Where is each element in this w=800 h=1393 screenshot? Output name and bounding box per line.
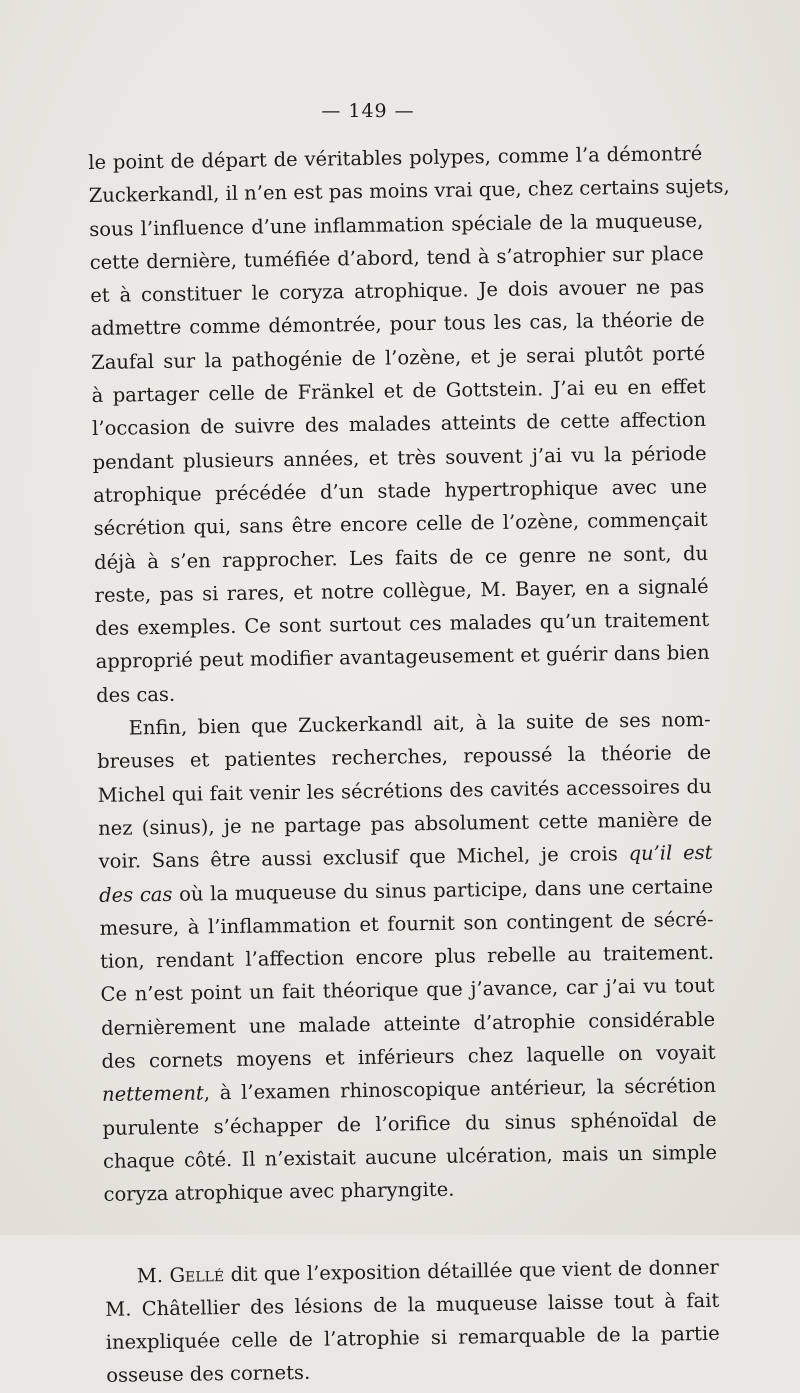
text-line: breuses et patientes recherches, repoussé la théorie de: [96, 741, 712, 774]
emphasis-text: nettement: [101, 1081, 204, 1107]
text-line: chaque côté. Il n’existait aucune ulcération, mais un simple: [102, 1140, 718, 1173]
text-line-rest: dit que l’exposition détaillée que vient de donner: [230, 1255, 719, 1286]
text-line: des cas où la muqueuse du sinus participe, dans une certaine: [98, 874, 714, 907]
text-line: nettement, à l’examen rhinoscopique antérieur, la sécrétion: [101, 1074, 717, 1107]
text-line: inexpliquée celle de l’atrophie si remarquable de la partie: [105, 1321, 720, 1354]
text-line: mesure, à l’inflammation et fournit son contingent de sécré-: [99, 907, 714, 940]
text-line: sous l’influence d’une inflammation spéciale de la muqueuse,: [89, 208, 704, 241]
text-line: osseuse des cornets.: [106, 1361, 311, 1388]
body-text: [88, 137, 730, 1393]
text-line: des exemples. Ce sont surtout ces malades qu’un traitement: [94, 607, 710, 641]
emphasis-text: des cas: [98, 882, 173, 907]
text-line: Zaufal sur la pathogénie de l’ozène, et je serai plutôt porté: [91, 341, 706, 374]
text-line: sécrétion qui, sans être encore celle de l’ozène, commençait: [93, 508, 708, 541]
text-line: admettre comme démontrée, pour tous les cas, la théorie de: [90, 308, 705, 341]
text-line: cette dernière, tuméfiée d’abord, tend à s’atrophier sur place: [89, 241, 704, 274]
text-line: tion, rendant l’affection encore plus rebelle au traitement.: [99, 940, 715, 974]
emphasis-text: qu’il est: [628, 841, 713, 866]
text-line: Michel qui fait venir les sécrétions des cavités accessoires du: [97, 774, 712, 807]
page-number: — 149 —: [321, 100, 415, 122]
text-line: Enfin, bien que Zuckerkandl ait, à la suite de ses nom-: [128, 707, 711, 740]
text-line: pendant plusieurs années, et très souvent j’ai vu la période: [92, 441, 707, 474]
text-line: des cas.: [95, 682, 176, 707]
text-line: purulente s’échapper de l’orifice du sinus sphénoïdal de: [102, 1107, 717, 1140]
text-line: dernièrement une malade atteinte d’atrophie considérable: [100, 1007, 716, 1040]
text-line: des cornets moyens et inférieurs chez laquelle on voyait: [101, 1040, 716, 1073]
text-line: reste, pas si rares, et notre collègue, M. Bayer, en a signalé: [94, 574, 709, 607]
text-line: voir. Sans être aussi exclusif que Michel, je crois qu’il est: [98, 841, 713, 874]
text-line: nez (sinus), je ne partage pas absolument cette manière de: [97, 807, 713, 840]
speaker-name: M. Gellé: [136, 1262, 225, 1287]
text-line: déjà à s’en rapprocher. Les faits de ce genre ne sont, du: [94, 541, 709, 574]
text-line: coryza atrophique avec pharyngite.: [103, 1177, 455, 1207]
text-line: M. Châtellier des lésions de la muqueuse laisse tout à fait: [105, 1288, 720, 1321]
text-line: et à constituer le coryza atrophique. Je dois avouer ne pas: [90, 275, 705, 308]
text-line: atrophique précédée d’un stade hypertrophique avec une: [93, 474, 708, 507]
text-line: approprié peut modifier avantageusement et guérir dans bien: [95, 641, 710, 674]
text-line: le point de départ de véritables polypes, comme l’a démontré: [88, 141, 703, 174]
text-line: Ce n’est point un fait théorique que j’avance, car j’ai vu tout: [100, 974, 715, 1007]
text-line: à partager celle de Fränkel et de Gottstein. J’ai eu en effet: [91, 374, 706, 408]
text-line: l’occasion de suivre des malades atteints de cette affection: [92, 408, 707, 441]
text-line: Zuckerkandl, il n’en est pas moins vrai que, chez certains sujets,: [88, 174, 730, 208]
